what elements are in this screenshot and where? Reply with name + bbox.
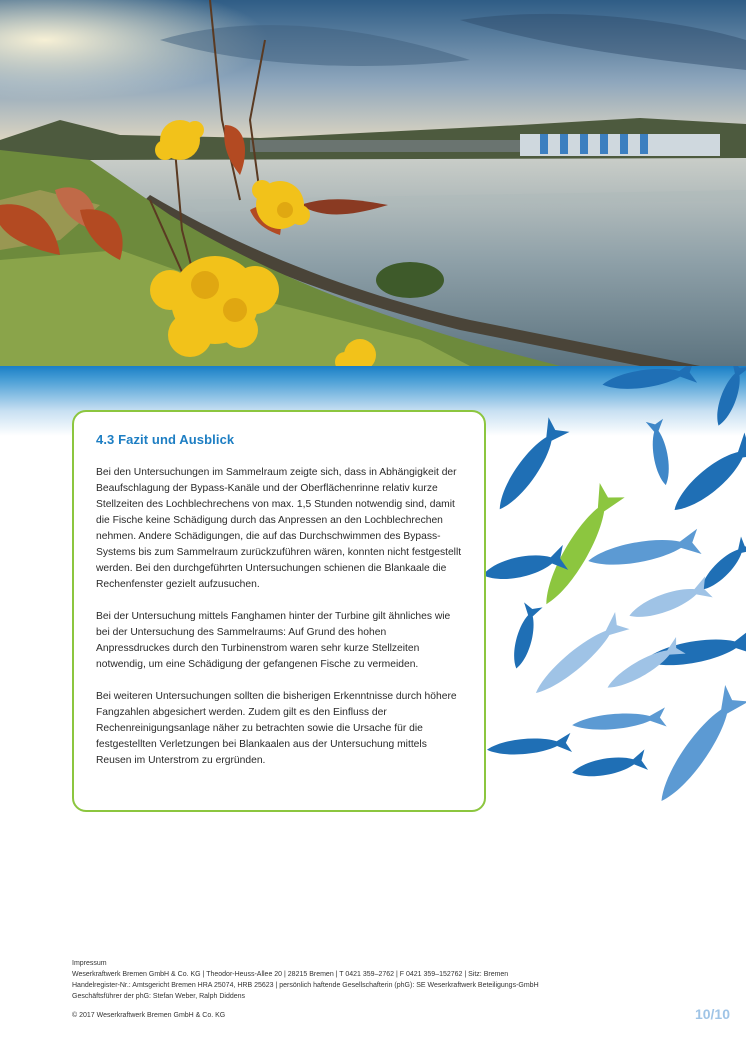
fish-icon xyxy=(641,628,746,674)
fish-school-illustration xyxy=(470,366,746,836)
fish-icon xyxy=(570,749,648,783)
fish-icon xyxy=(486,733,572,760)
fish-icon xyxy=(586,529,702,574)
impressum-line: Handelregister-Nr.: Amtsgericht Bremen HRA 25074, HRB 25623 | persönlich haftende Gesellschafterin (phG): SE Weserkraftwerk Beteiligungs-GmbH xyxy=(72,982,539,989)
river-landscape-image xyxy=(0,0,746,366)
page-number: 10/10 xyxy=(694,1006,730,1022)
fish-icon xyxy=(650,685,746,809)
conclusion-card xyxy=(72,410,486,812)
paragraph-1: Bei den Untersuchungen im Sammelraum zeigte sich, dass in Abhängigkeit der Beaufschlagung der Bypass-Kanäle und der Oberflächenrinne relativ kurze Stellzeiten des Lochblechrechens von max. 1,5 Stunden notwendig sind, damit die Fische keine Schädigung durch das Anpressen an den Lochblechrechen nehmen. Andere Schädigungen, die auf das Durchschwimmen des Bypass-Systems bis zum Sammelraum zurückzuführen wären, konnten nicht festgestellt werden. Bei den durchgeführten Untersuchungen schienen die Blankaale die Rechenfenster gezielt aufzusuchen. xyxy=(96,467,462,590)
fish-icon xyxy=(601,366,697,396)
fish-icon xyxy=(534,483,625,611)
section-heading: 4.3 Fazit und Ausblick xyxy=(96,432,235,447)
impressum-line: Weserkraftwerk Bremen GmbH & Co. KG | Theodor-Heuss-Allee 20 | 28215 Bremen | T 0421 359–2762 | F 0421 359–152762 | Sitz: Bremen xyxy=(72,971,509,978)
fish-icon xyxy=(529,612,630,702)
impressum-line: Geschäftsführer der phG: Stefan Weber, Ralph Diddens xyxy=(72,993,246,1000)
impressum xyxy=(72,958,672,1002)
fish-icon xyxy=(603,637,686,696)
fish-icon xyxy=(571,707,666,734)
paragraph-2: Bei der Untersuchung mittels Fanghamen hinter der Turbine gilt ähnliches wie bei der Untersuchung des Sammelraums: Auf Grund des hohen Anpressdruckes durch den Turbinenstrom waren sehr kurze Stellzeiten notwendig, um eine Schädigung der gefangenen Fische zu vermeiden. xyxy=(96,611,451,670)
hero-photo xyxy=(0,0,746,366)
fish-icon xyxy=(507,602,543,671)
fish-icon xyxy=(646,419,675,487)
fish-icon xyxy=(709,366,746,429)
fish-icon xyxy=(665,432,746,521)
paragraph-3: Bei weiteren Untersuchungen sollten die bisherigen Erkenntnisse durch höhere Fangzahlen abgesichert werden. Zudem gilt es den Einfluss der Rechenreinigungsanlage näher zu betrachten sowie die Ursache für die festgestellten Verletzungen bei Blankaalen aus der Untersuchung mittels Reusen im Unterstrom zu ergründen. xyxy=(96,691,457,766)
fish-icon xyxy=(489,417,569,516)
impressum-title: Impressum xyxy=(72,960,107,967)
fish-icon xyxy=(626,576,713,626)
copyright: © 2017 Weserkraftwerk Bremen GmbH & Co. KG xyxy=(72,1012,226,1019)
